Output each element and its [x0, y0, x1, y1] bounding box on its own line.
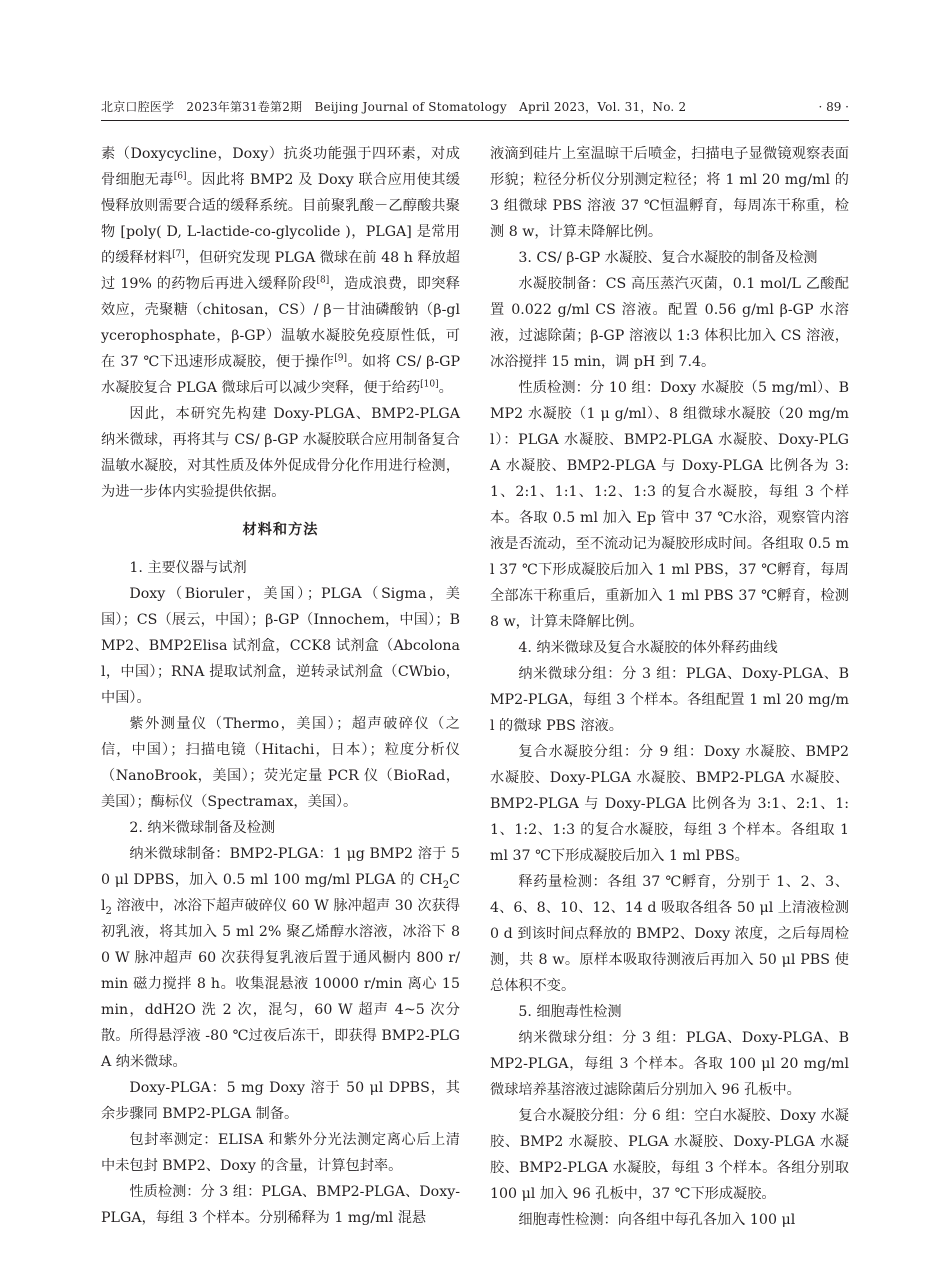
- text-run: 溶液中，冰浴下超声破碎仪 60 W 脉冲超声 30 次获得初乳液，将其加入 5 ml 2% 聚乙烯醇水溶液，冰浴下 80 W 脉冲超声 60 次获得复乳液后置于通风橱内 800 r/min 磁力搅拌 8 h。收集混悬液 10000 r/min 离心 15 min，ddH2O 洗 2 次，混匀，60 W 超声 4~5 次分散。所得悬浮液 -80 ℃过夜后冻干，即获得 BMP2-PLGA 纳米微球。: [101, 898, 460, 1070]
- hydrogel-property-paragraph: 性质检测：分 10 组：Doxy 水凝胶（5 mg/ml）、BMP2 水凝胶（1 μ g/ml）、8 组微球水凝胶（20 mg/ml）：PLGA 水凝胶、BMP2-PLGA 水凝胶、Doxy-PLGA 水凝胶、BMP2-PLGA 与 Doxy-PLGA 比例各为 3:1、2:1、1:1、1:2、1:3 的复合水凝胶，每组 3 个样本。各取 0.5 ml 加入 Ep 管中 37 ℃水浴，观察管内溶液是否流动，至不流动记为凝胶形成时间。各组取 0.5 ml 37 ℃下形成凝胶后加入 1 ml PBS，37 ℃孵育，每周全部冻干称重后，重新加入 1 ml PBS 37 ℃孵育，检测 8 w，计算未降解比例。: [490, 380, 849, 630]
- header-page-number: · 89 ·: [818, 100, 849, 114]
- citation-ref: [9]: [334, 353, 347, 364]
- text-run: 。: [438, 380, 453, 396]
- text-run: Cl: [101, 872, 460, 914]
- text-run: ，造成浪费，即突释效应，壳聚糖（chitosan，CS）/ β－甘油磷酸钠（β-glycerophosphate，β-GP）温敏水凝胶免疫原性低，可在 37 ℃下迅速形成凝胶，便于操作: [101, 276, 460, 370]
- header-journal-info: 北京口腔医学 2023年第31卷第2期 Beijing Journal of Stomatology April 2023，Vol. 31，No. 2: [101, 100, 687, 114]
- microsphere-group-paragraph: 纳米微球分组：分 3 组：PLGA、Doxy-PLGA、BMP2-PLGA，每组 3 个样本。各组配置 1 ml 20 mg/ml 的微球 PBS 溶液。: [490, 666, 849, 734]
- property-test-paragraph: 性质检测：分 3 组：PLGA、BMP2-PLGA、Doxy-PLGA，每组 3 个样本。分别稀释为 1 mg/ml 混悬: [101, 1184, 460, 1226]
- citation-ref: [7]: [172, 249, 185, 260]
- text-run: 素（Doxycycline，Doxy）抗炎功能强于四环素，对成骨细胞无毒: [101, 146, 460, 188]
- text-run: 纳米微球制备：BMP2-PLGA：1 μg BMP2 溶于 50 μl DPBS，加入 0.5 ml 100 mg/ml PLGA 的 CH: [101, 846, 460, 888]
- header-rule: [101, 120, 849, 121]
- subheading-cytotoxicity: 5. 细胞毒性检测: [518, 1004, 622, 1020]
- intro-paragraph-continued: [101, 141, 460, 401]
- hydrogel-prep-paragraph: 水凝胶制备：CS 高压蒸汽灭菌，0.1 mol/L 乙酸配置 0.022 g/ml CS 溶液。配置 0.56 g/ml β-GP 水溶液，过滤除菌；β-GP 溶液以 1:3 体积比加入 CS 溶液，冰浴搅拌 15 min，调 pH 到 7.4。: [490, 276, 849, 370]
- citation-ref: [6]: [173, 171, 187, 182]
- citation-ref: [8]: [316, 275, 330, 286]
- section-title-methods: 材料和方法: [242, 522, 319, 538]
- property-test-continued: 液滴到硅片上室温晾干后喷金，扫描电子显微镜观察表面形貌；粒径分析仪分别测定粒径；将 1 ml 20 mg/ml 的 3 组微球 PBS 溶液 37 ℃恒温孵育，每周冻干称重，检测 8 w，计算未降解比例。: [490, 146, 849, 240]
- subheading-release-curve: 4. 纳米微球及复合水凝胶的体外释药曲线: [518, 640, 778, 656]
- running-header: [101, 97, 849, 117]
- cytotox-microsphere-paragraph: 纳米微球分组：分 3 组：PLGA、Doxy-PLGA、BMP2-PLGA，每组 3 个样本。各取 100 μl 20 mg/ml 微球培养基溶液过滤除菌后分别加入 96 孔板中。: [490, 1030, 849, 1098]
- left-column: [101, 141, 460, 1231]
- release-measure-paragraph: 释药量检测：各组 37 ℃孵育，分别于 1、2、3、4、6、8、10、12、14 d 吸取各组各 50 μl 上清液检测 0 d 到该时间点释放的 BMP2、Doxy 浓度，之后每周检测，共 8 w。原样本吸取待测液后再加入 50 μl PBS 使总体积不变。: [490, 874, 849, 994]
- doxy-plga-prep-paragraph: Doxy-PLGA：5 mg Doxy 溶于 50 μl DPBS，其余步骤同 BMP2-PLGA 制备。: [101, 1080, 460, 1122]
- bmp2-plga-prep-paragraph: [101, 841, 460, 1075]
- subheading-instruments: 1. 主要仪器与试剂: [129, 560, 247, 576]
- reagents-paragraph: Doxy（Bioruler，美国）；PLGA（Sigma，美国）；CS（展云，中国）；β-GP（Innochem，中国）；BMP2、BMP2Elisa 试剂盒，CCK8 试剂盒（Abcolonal，中国）；RNA 提取试剂盒，逆转录试剂盒（CWbio，中国）。: [101, 586, 460, 706]
- text-run: 。如将 CS/ β-GP 水凝胶复合 PLGA 微球后可以减少突释，便于给药: [101, 354, 460, 396]
- text-run: ，但研究发现 PLGA 微球在前 48 h 释放超过 19% 的药物后再进入缓释阶段: [101, 250, 460, 292]
- encapsulation-paragraph: 包封率测定：ELISA 和紫外分光法测定离心后上清中未包封 BMP2、Doxy 的含量，计算包封率。: [101, 1132, 460, 1174]
- hydrogel-group-paragraph: 复合水凝胶分组：分 9 组：Doxy 水凝胶、BMP2 水凝胶、Doxy-PLGA 水凝胶、BMP2-PLGA 水凝胶、BMP2-PLGA 与 Doxy-PLGA 比例各为 3:1、2:1、1:1、1:2、1:3 的复合水凝胶，每组 3 个样本。各组取 1 ml 37 ℃下形成凝胶后加入 1 ml PBS。: [490, 744, 849, 864]
- subscript: 2: [442, 879, 450, 891]
- subheading-microsphere-prep: 2. 纳米微球制备及检测: [129, 820, 276, 836]
- citation-ref: [10]: [420, 379, 439, 390]
- subheading-hydrogel: 3. CS/ β-GP 水凝胶、复合水凝胶的制备及检测: [518, 250, 818, 266]
- intro-paragraph-aim: 因此，本研究先构建 Doxy-PLGA、BMP2-PLGA 纳米微球，再将其与 CS/ β-GP 水凝胶联合应用制备复合温敏水凝胶，对其性质及体外促成骨分化作用进行检测，为进一步体内实验提供依据。: [101, 406, 460, 500]
- cytotox-test-paragraph: 细胞毒性检测：向各组中每孔各加入 100 μl: [518, 1212, 796, 1228]
- cytotox-hydrogel-paragraph: 复合水凝胶分组：分 6 组：空白水凝胶、Doxy 水凝胶、BMP2 水凝胶、PLGA 水凝胶、Doxy-PLGA 水凝胶、BMP2-PLGA 水凝胶，每组 3 个样本。各组分别取 100 μl 加入 96 孔板中，37 ℃下形成凝胶。: [490, 1108, 849, 1202]
- right-column: [490, 141, 849, 1233]
- subscript: 2: [105, 905, 112, 917]
- text-run: 。因此将 BMP2 及 Doxy 联合应用使其缓慢释放则需要合适的缓释系统。目前聚乳酸－乙醇酸共聚物 [poly( D, L-lactide-co-glycolide )，PLGA] 是常用的缓释材料: [101, 172, 460, 266]
- instruments-paragraph: 紫外测量仪（Thermo，美国）；超声破碎仪（之信，中国）；扫描电镜（Hitachi，日本）；粒度分析仪（NanoBrook，美国）；荧光定量 PCR 仪（BioRad，美国）；酶标仪（Spectramax，美国）。: [101, 716, 460, 810]
